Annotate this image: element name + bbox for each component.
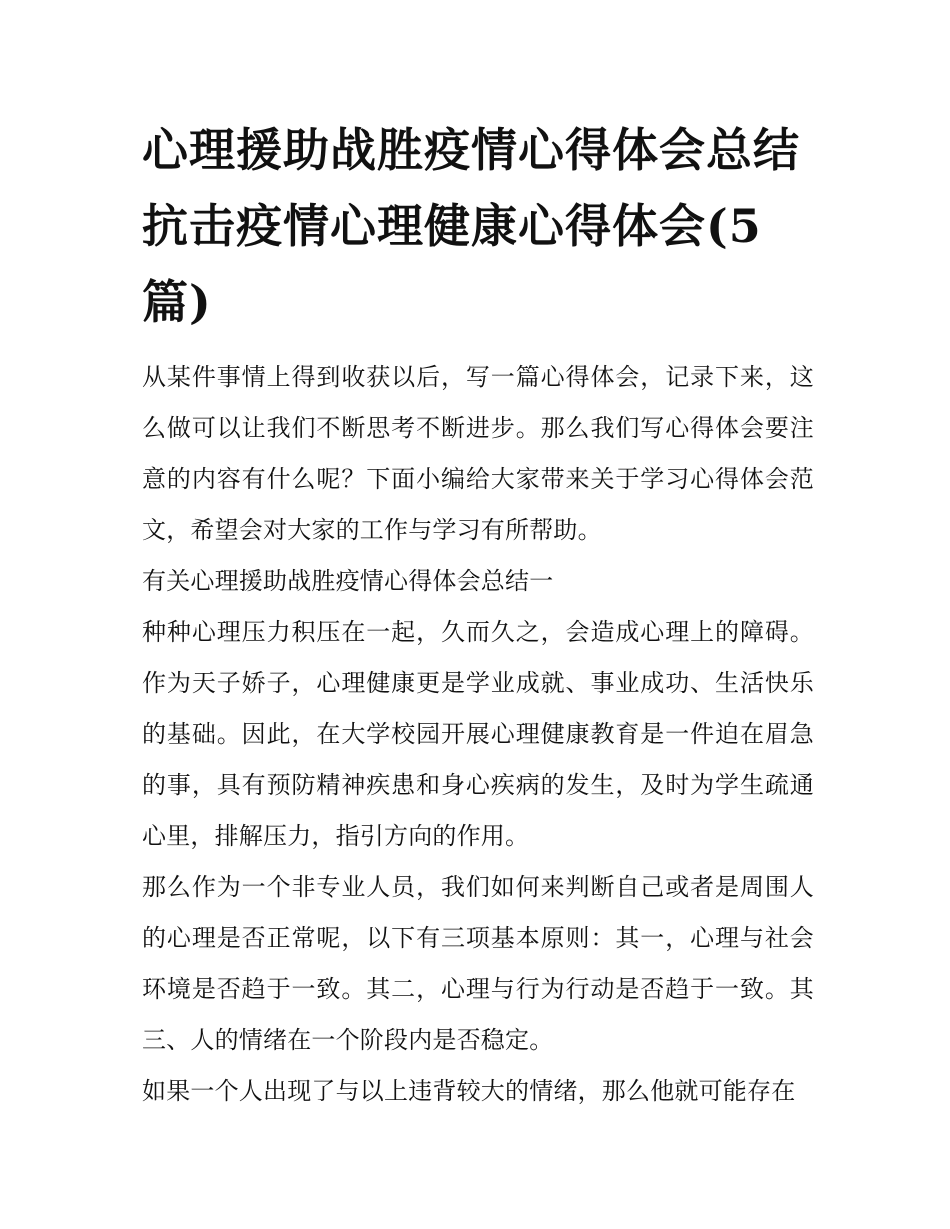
document-page xyxy=(142,112,814,1117)
document-title: 心理援助战胜疫情心得体会总结 抗击疫情心理健康心得体会(5篇) xyxy=(142,123,800,329)
section-heading: 有关心理援助战胜疫情心得体会总结一 xyxy=(142,567,554,595)
body-paragraph: 种种心理压力积压在一起，久而久之，会造成心理上的障碍。作为天子娇子，心理健康更是学业成就、事业成功、生活快乐的基础。因此，在大学校园开展心理健康教育是一件迫在眉急的事，具有预防精神疾患和身心疾病的发生，及时为学生疏通心里，排解压力，指引方向的作用。 xyxy=(142,618,814,850)
body-paragraph: 那么作为一个非专业人员，我们如何来判断自己或者是周围人的心理是否正常呢，以下有三项基本原则：其一，心理与社会环境是否趋于一致。其二，心理与行为行动是否趋于一致。其三、人的情绪在一个阶段内是否稳定。 xyxy=(142,873,814,1054)
body-paragraph: 如果一个人出现了与以上违背较大的情绪，那么他就可能存在 xyxy=(142,1077,796,1105)
intro-paragraph: 从某件事情上得到收获以后，写一篇心得体会，记录下来，这么做可以让我们不断思考不断进步。那么我们写心得体会要注意的内容有什么呢？下面小编给大家带来关于学习心得体会范文，希望会对大家的工作与学习有所帮助。 xyxy=(142,363,814,544)
